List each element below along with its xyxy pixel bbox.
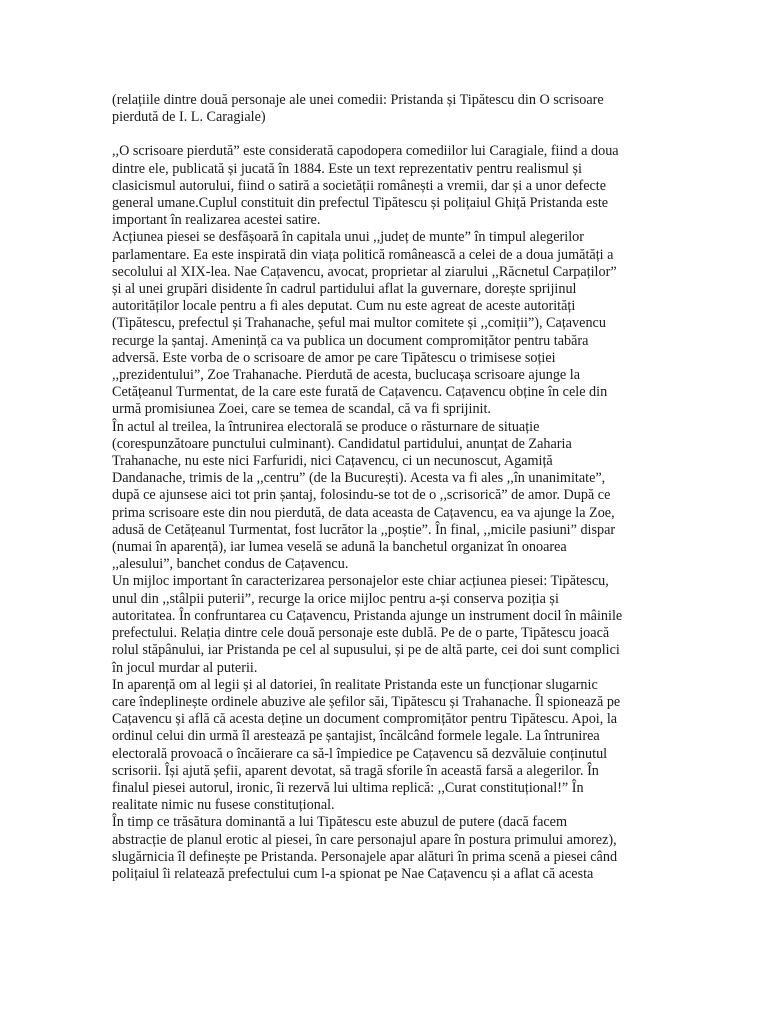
text-line: parlamentare. Ea este inspirată din viața politică românească a celei de a doua jumătăți a bbox=[112, 246, 614, 263]
text-line: (numai în aparență), iar lumea veselă se adună la banchetul organizat în onoarea bbox=[112, 539, 567, 556]
body-paragraph bbox=[112, 814, 664, 883]
text-line: ,,O scrisoare pierdută” este considerată capodopera comediilor lui Caragiale, fiind a doua bbox=[112, 143, 619, 160]
text-line: În actul al treilea, la întrunirea electorală se produce o răsturnare de situație bbox=[112, 418, 540, 435]
intro-paragraph bbox=[112, 92, 664, 126]
text-line: prefectului. Relația dintre cele două personaje este dublă. Pe de o parte, Tipătescu joacă bbox=[112, 625, 610, 642]
text-line: rolul stăpânului, iar Pristanda pe cel al supusului, și pe de altă parte, cei doi sunt complici bbox=[112, 642, 620, 659]
text-line: Trahanache, nu este nici Farfuridi, nici Cațavencu, ci un necunoscut, Agamiță bbox=[112, 453, 553, 470]
text-line: abstracție de planul erotic al piesei, în care personajul apare în postura primului amorez), bbox=[112, 831, 617, 848]
text-line: și al unei grupări disidente în cadrul partidului aflat la guvernare, dorește sprijinul bbox=[112, 281, 577, 298]
body-paragraph bbox=[112, 143, 664, 229]
body-paragraph bbox=[112, 419, 664, 574]
text-line: (Tipătescu, prefectul și Trahanache, șeful mai multor comitete și ,,comiții”), Cațavencu bbox=[112, 315, 606, 332]
text-line: dintre ele, publicată și jucată în 1884. Este un text reprezentativ pentru realismul și bbox=[112, 160, 583, 177]
text-line: În timp ce trăsătura dominantă a lui Tipătescu este abuzul de putere (dacă facem bbox=[112, 814, 568, 831]
text-line: realitate nimic nu fusese constituțional. bbox=[112, 797, 335, 814]
text-line: Un mijloc important în caracterizarea personajelor este chiar acțiunea piesei: Tipătescu, bbox=[112, 573, 609, 590]
text-line: electorală provoacă o încăierare ca să-l împiedice pe Cațavencu să dezvăluie conținutul bbox=[112, 745, 608, 762]
text-line: important în realizarea acestei satire. bbox=[112, 212, 321, 229]
text-line: secolului al XIX-lea. Nae Cațavencu, avocat, proprietar al ziarului ,,Răcnetul Carpaților” bbox=[112, 263, 617, 280]
text-line: autorităților locale pentru a fi ales deputat. Cum nu este agreat de aceste autorități bbox=[112, 298, 576, 315]
text-line: adversă. Este vorba de o scrisoare de amor pe care Tipătescu o trimisese soției bbox=[112, 349, 556, 366]
body-paragraph bbox=[112, 573, 664, 676]
text-line: In aparență om al legii și al datoriei, în realitate Pristanda este un funcționar slugarnic bbox=[112, 676, 598, 693]
text-line: prima scrisoare este din nou pierdută, de data aceasta de Cațavencu, ea va ajunge la Zoe, bbox=[112, 504, 615, 521]
body-paragraph bbox=[112, 229, 664, 418]
text-line: Cațavencu și află că acesta deține un document compromițător pentru Tipătescu. Apoi, la bbox=[112, 711, 618, 728]
text-line: după ce ajunsese aici tot prin șantaj, folosindu-se tot de o ,,scrisorică” de amor. După ce bbox=[112, 487, 611, 504]
text-line: finalul piesei autorul, ironic, îi rezervă lui ultima replică: ,,Curat constituțional!” În bbox=[112, 779, 584, 796]
text-line: autoritatea. În confruntarea cu Cațavencu, Pristanda ajunge un instrument docil în mâinile bbox=[112, 607, 623, 624]
text-line: ordinul celui din urmă îl arestează pe șantajist, încălcând formele legale. La întrunirea bbox=[112, 728, 600, 745]
document-page bbox=[112, 92, 664, 883]
body-paragraph bbox=[112, 677, 664, 815]
text-line: (corespunzătoare punctului culminant). Candidatul partidului, anunțat de Zaharia bbox=[112, 435, 572, 452]
text-line: general umane.Cuplul constituit din prefectul Tipătescu și polițaiul Ghiță Pristanda este bbox=[112, 195, 609, 212]
text-line: unul din ,,stâlpii puterii”, recurge la orice mijloc pentru a-și conserva poziția și bbox=[112, 590, 559, 607]
text-line: slugărnicia îl definește pe Pristanda. Personajele apar alături în prima scenă a piesei când bbox=[112, 848, 618, 865]
text-line: adusă de Cetățeanul Turmentat, fost lucrător la ,,poștie”. În final, ,,micile pasiuni” dispar bbox=[112, 521, 616, 538]
text-line: scrisorii. Își ajută șefii, aparent devotat, să tragă sforile în această farsă a alegerilor. În bbox=[112, 762, 599, 779]
body-text bbox=[112, 143, 664, 883]
text-line: clasicismul autorului, fiind o satiră a societății românești a vremii, dar și a unor defecte bbox=[112, 177, 607, 194]
text-line: care îndeplinește ordinele abuzive ale șefilor săi, Tipătescu și Trahanache. Îl spionează pe bbox=[112, 693, 621, 710]
text-line: urmă promisiunea Zoei, care se temea de scandal, că va fi sprijinit. bbox=[112, 401, 491, 418]
text-line: polițaiul îi relatează prefectului cum l-a spionat pe Nae Cațavencu și a aflat că acesta bbox=[112, 865, 594, 882]
text-line: recurge la șantaj. Amenință ca va publica un document compromițător pentru tabăra bbox=[112, 332, 589, 349]
text-line: ,,prezidentului”, Zoe Trahanache. Pierdută de acesta, buclucașa scrisoare ajunge la bbox=[112, 367, 580, 384]
text-line: Cetățeanul Turmentat, de la care este furată de Cațavencu. Cațavencu obține în cele din bbox=[112, 384, 608, 401]
text-line: ,,alesului”, banchet condus de Cațavencu. bbox=[112, 556, 349, 573]
text-line: Acțiunea piesei se desfășoară în capitala unui ,,județ de munte” în timpul alegerilor bbox=[112, 229, 584, 246]
text-line: în jocul murdar al puterii. bbox=[112, 659, 258, 676]
text-line: Dandanache, trimis de la ,,centru” (de la București). Acesta va fi ales ,,în unanimitate”, bbox=[112, 470, 606, 487]
paragraph-gap bbox=[112, 126, 664, 143]
text-line: pierdută de I. L. Caragiale) bbox=[112, 109, 266, 126]
text-line: (relațiile dintre două personaje ale unei comedii: Pristanda și Tipătescu din O scrisoare bbox=[112, 92, 604, 108]
